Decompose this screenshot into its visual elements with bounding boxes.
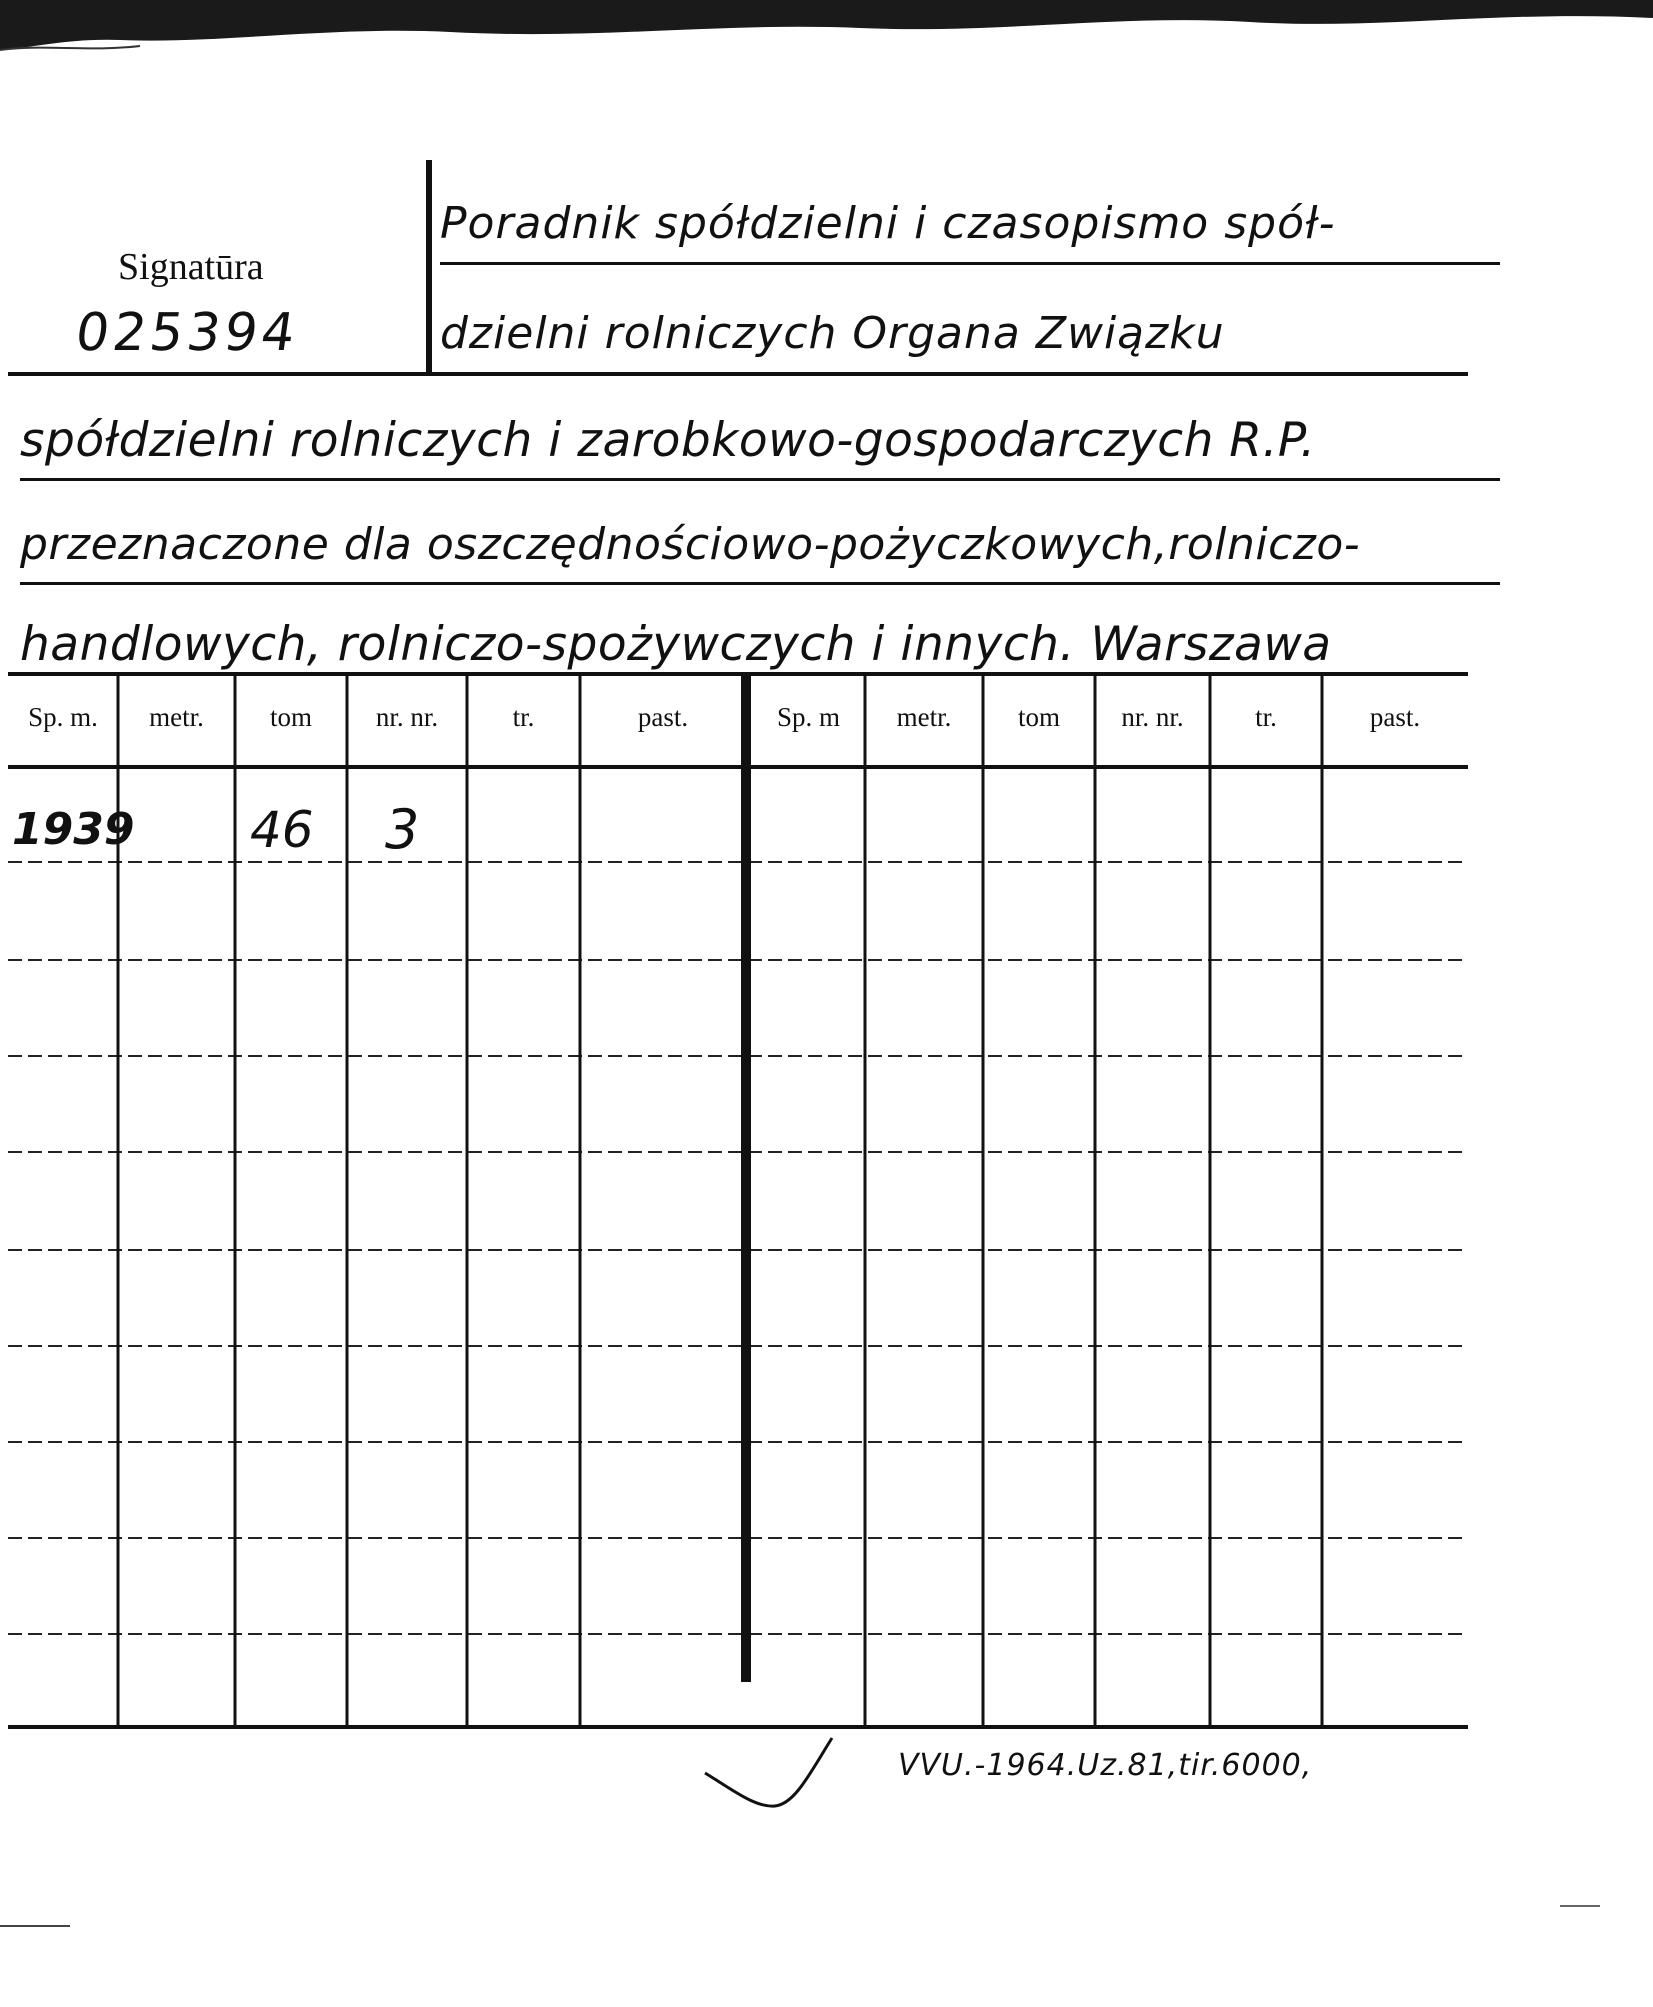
title-line-2: dzielni rolniczych Organa Związku — [440, 308, 1225, 359]
signature-value: 025394 — [71, 303, 303, 363]
header-right-tr: tr. — [1255, 702, 1277, 732]
header-vertical-divider — [426, 160, 432, 372]
bottom-right-mark — [1560, 1905, 1600, 1907]
header-right-past: past. — [1369, 702, 1421, 732]
header-underline — [8, 372, 1468, 376]
footer-print-note: VVU.-1964.Uz.81,tir.6000, — [898, 1748, 1313, 1783]
description-line-3: handlowych, rolniczo-spożywczych i innych. Warszawa — [20, 617, 1332, 672]
signature-label: Signatūra — [118, 246, 264, 288]
header-left-tom: tom — [269, 702, 312, 732]
row-1-tom: 46 — [250, 801, 314, 859]
header-left-sp-m: Sp. m. — [28, 702, 98, 732]
check-mark-icon — [700, 1728, 840, 1818]
description-underline-1 — [20, 478, 1500, 481]
title-line-1: Poradnik spółdzielni i czasopismo spół- — [440, 198, 1336, 249]
header-left-metr: metr. — [149, 702, 204, 732]
holdings-table-grid — [0, 672, 1653, 1752]
header-right-metr: metr. — [896, 702, 952, 732]
bottom-left-mark — [0, 1925, 70, 1927]
header-right-sp-m: Sp. m — [776, 702, 841, 732]
row-1-sp-m: 1939 — [12, 804, 135, 855]
header-left-past: past. — [637, 702, 689, 732]
title-underline-1 — [440, 262, 1500, 265]
description-line-2: przeznaczone dla oszczędnościowo-pożyczkowych,rolniczo- — [20, 519, 1361, 570]
header-left-nr-nr: nr. nr. — [375, 702, 439, 732]
description-line-1: spółdzielni rolniczych i zarobkowo-gospodarczych R.P. — [20, 413, 1316, 468]
top-edge-smudge — [0, 0, 1653, 60]
description-underline-2 — [20, 582, 1500, 585]
row-1-nr-nr: 3 — [385, 798, 420, 861]
header-right-tom: tom — [1017, 702, 1060, 732]
header-left-tr: tr. — [512, 702, 535, 732]
header-right-nr-nr: nr. nr. — [1121, 702, 1184, 732]
